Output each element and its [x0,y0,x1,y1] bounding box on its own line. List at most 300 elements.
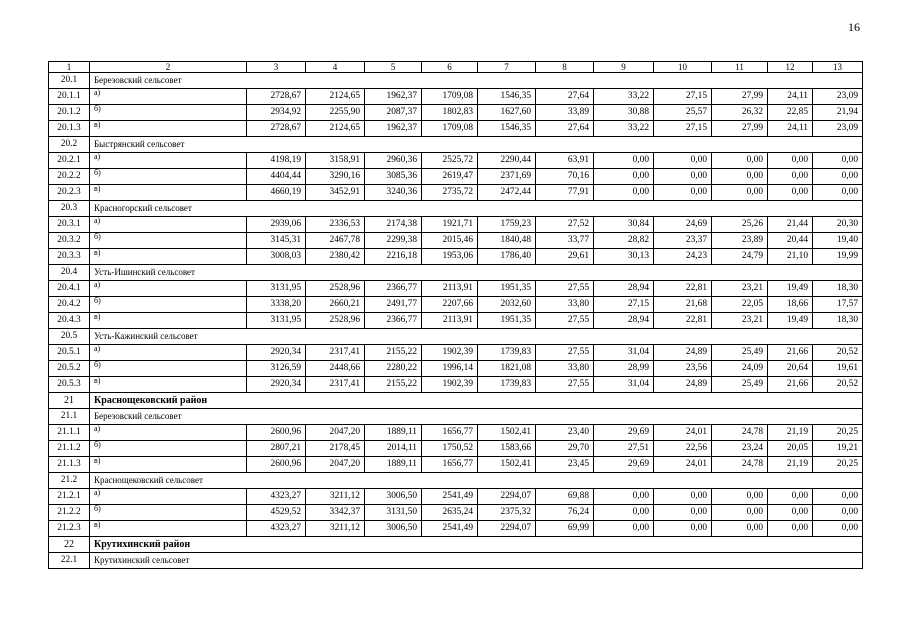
value-cell: 2934,92 [247,105,306,121]
value-cell: 3338,20 [247,297,306,313]
value-cell: 30,84 [594,217,654,233]
value-cell: 24,69 [654,217,712,233]
value-cell: 0,00 [654,521,712,537]
value-cell: 27,15 [654,121,712,137]
value-cell: 2960,36 [365,153,422,169]
row-number: 20.5.3 [49,377,90,393]
value-cell: 24,78 [712,457,768,473]
value-cell: 4323,27 [247,489,306,505]
value-cell: 18,66 [768,297,813,313]
value-cell: 2015,46 [422,233,478,249]
value-cell: 23,09 [813,89,863,105]
column-number-header: 2 [90,62,247,73]
section-row [49,73,863,89]
row-number: 20.2 [49,137,90,153]
value-cell: 2635,24 [422,505,478,521]
row-number: 20.3.1 [49,217,90,233]
table-row [49,249,863,265]
value-cell: 1821,08 [478,361,536,377]
value-cell: 18,30 [813,313,863,329]
value-cell: 2174,38 [365,217,422,233]
value-cell: 27,55 [536,313,594,329]
section-row [49,201,863,217]
value-cell: 27,15 [594,297,654,313]
value-cell: 24,01 [654,425,712,441]
value-cell: 27,99 [712,121,768,137]
table-row [49,89,863,105]
value-cell: 0,00 [768,153,813,169]
value-cell: 3290,16 [306,169,365,185]
value-cell: 20,25 [813,457,863,473]
value-cell: 1902,39 [422,377,478,393]
row-number: 21.1.3 [49,457,90,473]
value-cell: 31,04 [594,377,654,393]
value-cell: 0,00 [594,153,654,169]
column-number-header: 13 [813,62,863,73]
district-row [49,393,863,409]
value-cell: 2448,66 [306,361,365,377]
value-cell: 27,51 [594,441,654,457]
value-cell: 0,00 [712,505,768,521]
value-cell: 2371,69 [478,169,536,185]
value-cell: 19,21 [813,441,863,457]
value-cell: 2294,07 [478,521,536,537]
value-cell: 2807,21 [247,441,306,457]
value-cell: 3126,59 [247,361,306,377]
value-cell: 20,64 [768,361,813,377]
value-cell: 24,01 [654,457,712,473]
table-row [49,185,863,201]
row-number: 20.2.3 [49,185,90,201]
value-cell: 29,61 [536,249,594,265]
value-cell: 2728,67 [247,89,306,105]
column-number-header: 3 [247,62,306,73]
row-number: 20.5.1 [49,345,90,361]
value-cell: 0,00 [654,505,712,521]
variant-label: в) [90,185,247,201]
value-cell: 0,00 [712,489,768,505]
value-cell: 1786,40 [478,249,536,265]
value-cell: 3008,03 [247,249,306,265]
value-cell: 23,89 [712,233,768,249]
table-row [49,441,863,457]
section-name: Крутихинский сельсовет [90,553,863,569]
value-cell: 2047,20 [306,457,365,473]
value-cell: 2290,44 [478,153,536,169]
value-cell: 1802,83 [422,105,478,121]
value-cell: 23,09 [813,121,863,137]
variant-label: б) [90,505,247,521]
value-cell: 2317,41 [306,345,365,361]
value-cell: 24,89 [654,345,712,361]
value-cell: 2294,07 [478,489,536,505]
value-cell: 2467,78 [306,233,365,249]
value-cell: 27,55 [536,345,594,361]
value-cell: 63,91 [536,153,594,169]
value-cell: 21,19 [768,425,813,441]
value-cell: 0,00 [768,521,813,537]
value-cell: 1996,14 [422,361,478,377]
value-cell: 33,22 [594,121,654,137]
data-table [48,61,863,569]
value-cell: 1546,35 [478,89,536,105]
value-cell: 4660,19 [247,185,306,201]
value-cell: 1502,41 [478,457,536,473]
value-cell: 33,80 [536,361,594,377]
value-cell: 3131,95 [247,313,306,329]
section-name: Быстрянский сельсовет [90,137,863,153]
variant-label: а) [90,89,247,105]
value-cell: 1739,83 [478,345,536,361]
value-cell: 19,49 [768,313,813,329]
section-name: Усть-Ишинский сельсовет [90,265,863,281]
value-cell: 20,05 [768,441,813,457]
value-cell: 24,11 [768,89,813,105]
row-number: 21.1.1 [49,425,90,441]
value-cell: 22,81 [654,313,712,329]
value-cell: 1656,77 [422,425,478,441]
row-number: 21.2.2 [49,505,90,521]
table-row [49,217,863,233]
value-cell: 1962,37 [365,89,422,105]
value-cell: 2299,38 [365,233,422,249]
value-cell: 20,25 [813,425,863,441]
value-cell: 29,69 [594,425,654,441]
variant-label: а) [90,489,247,505]
value-cell: 24,89 [654,377,712,393]
row-number: 20.3.3 [49,249,90,265]
section-row [49,137,863,153]
value-cell: 28,94 [594,281,654,297]
value-cell: 2619,47 [422,169,478,185]
table-row [49,169,863,185]
value-cell: 21,94 [813,105,863,121]
value-cell: 2366,77 [365,313,422,329]
value-cell: 27,55 [536,377,594,393]
value-cell: 76,24 [536,505,594,521]
table-row [49,377,863,393]
value-cell: 20,52 [813,377,863,393]
value-cell: 2541,49 [422,489,478,505]
value-cell: 2939,06 [247,217,306,233]
value-cell: 3158,91 [306,153,365,169]
value-cell: 1962,37 [365,121,422,137]
section-name: Краснощековский сельсовет [90,473,863,489]
value-cell: 2087,37 [365,105,422,121]
row-number: 22.1 [49,553,90,569]
column-number-header: 10 [654,62,712,73]
row-number: 20.1.2 [49,105,90,121]
value-cell: 2336,53 [306,217,365,233]
value-cell: 70,16 [536,169,594,185]
table-row [49,521,863,537]
value-cell: 22,56 [654,441,712,457]
variant-label: б) [90,297,247,313]
value-cell: 1840,48 [478,233,536,249]
value-cell: 24,79 [712,249,768,265]
value-cell: 18,30 [813,281,863,297]
value-cell: 3342,37 [306,505,365,521]
district-name: Краснощековский район [90,393,863,409]
value-cell: 20,52 [813,345,863,361]
value-cell: 27,55 [536,281,594,297]
value-cell: 24,09 [712,361,768,377]
value-cell: 3131,95 [247,281,306,297]
value-cell: 0,00 [654,169,712,185]
table-row [49,153,863,169]
variant-label: в) [90,249,247,265]
value-cell: 77,91 [536,185,594,201]
row-number: 20.3 [49,201,90,217]
table-row [49,489,863,505]
value-cell: 23,21 [712,313,768,329]
value-cell: 2124,65 [306,89,365,105]
value-cell: 2660,21 [306,297,365,313]
value-cell: 28,82 [594,233,654,249]
value-cell: 24,78 [712,425,768,441]
value-cell: 33,22 [594,89,654,105]
district-name: Крутихинский район [90,537,863,553]
value-cell: 3240,36 [365,185,422,201]
value-cell: 2047,20 [306,425,365,441]
value-cell: 21,19 [768,457,813,473]
row-number: 20.1 [49,73,90,89]
row-number: 20.2.2 [49,169,90,185]
value-cell: 4198,19 [247,153,306,169]
section-row [49,553,863,569]
value-cell: 33,77 [536,233,594,249]
row-number: 20.4.1 [49,281,90,297]
value-cell: 0,00 [712,153,768,169]
table-row [49,457,863,473]
district-row [49,537,863,553]
value-cell: 20,30 [813,217,863,233]
variant-label: в) [90,457,247,473]
value-cell: 0,00 [594,521,654,537]
value-cell: 0,00 [813,489,863,505]
value-cell: 0,00 [813,153,863,169]
column-number-header: 9 [594,62,654,73]
value-cell: 21,44 [768,217,813,233]
value-cell: 2216,18 [365,249,422,265]
value-cell: 3145,31 [247,233,306,249]
value-cell: 1953,06 [422,249,478,265]
value-cell: 17,57 [813,297,863,313]
table-row [49,297,863,313]
row-number: 20.4.3 [49,313,90,329]
variant-label: в) [90,521,247,537]
value-cell: 21,68 [654,297,712,313]
value-cell: 2366,77 [365,281,422,297]
value-cell: 27,64 [536,89,594,105]
value-cell: 2735,72 [422,185,478,201]
value-cell: 1750,52 [422,441,478,457]
value-cell: 2600,96 [247,425,306,441]
value-cell: 33,89 [536,105,594,121]
value-cell: 2317,41 [306,377,365,393]
value-cell: 1627,60 [478,105,536,121]
value-cell: 19,40 [813,233,863,249]
value-cell: 19,99 [813,249,863,265]
value-cell: 0,00 [594,489,654,505]
value-cell: 0,00 [813,521,863,537]
value-cell: 29,70 [536,441,594,457]
section-name: Красногорский сельсовет [90,201,863,217]
value-cell: 19,61 [813,361,863,377]
value-cell: 27,64 [536,121,594,137]
value-cell: 2178,45 [306,441,365,457]
value-cell: 28,99 [594,361,654,377]
page-number: 16 [848,20,860,34]
row-number: 20.4 [49,265,90,281]
value-cell: 2375,32 [478,505,536,521]
value-cell: 2032,60 [478,297,536,313]
value-cell: 21,66 [768,377,813,393]
section-row [49,409,863,425]
value-cell: 23,56 [654,361,712,377]
row-number: 21.1.2 [49,441,90,457]
value-cell: 2255,90 [306,105,365,121]
variant-label: а) [90,425,247,441]
value-cell: 22,05 [712,297,768,313]
value-cell: 19,49 [768,281,813,297]
value-cell: 3211,12 [306,521,365,537]
variant-label: б) [90,233,247,249]
value-cell: 2155,22 [365,377,422,393]
value-cell: 27,52 [536,217,594,233]
variant-label: в) [90,121,247,137]
row-number: 21.2 [49,473,90,489]
value-cell: 33,80 [536,297,594,313]
value-cell: 0,00 [594,505,654,521]
row-number: 20.1.3 [49,121,90,137]
value-cell: 25,57 [654,105,712,121]
value-cell: 2124,65 [306,121,365,137]
value-cell: 23,37 [654,233,712,249]
table-row [49,233,863,249]
column-number-header: 11 [712,62,768,73]
value-cell: 3085,36 [365,169,422,185]
row-number: 21.2.1 [49,489,90,505]
value-cell: 2920,34 [247,345,306,361]
variant-label: в) [90,377,247,393]
value-cell: 27,99 [712,89,768,105]
table-row [49,361,863,377]
value-cell: 1889,11 [365,457,422,473]
value-cell: 3006,50 [365,521,422,537]
value-cell: 3006,50 [365,489,422,505]
table-row [49,345,863,361]
value-cell: 1709,08 [422,89,478,105]
variant-label: а) [90,345,247,361]
value-cell: 1583,66 [478,441,536,457]
value-cell: 0,00 [768,169,813,185]
value-cell: 23,24 [712,441,768,457]
table-row [49,505,863,521]
value-cell: 0,00 [654,489,712,505]
value-cell: 2728,67 [247,121,306,137]
section-row [49,265,863,281]
value-cell: 1921,71 [422,217,478,233]
section-name: Усть-Кажинский сельсовет [90,329,863,345]
table-row [49,425,863,441]
value-cell: 0,00 [712,169,768,185]
value-cell: 2920,34 [247,377,306,393]
value-cell: 26,32 [712,105,768,121]
value-cell: 1951,35 [478,313,536,329]
value-cell: 1902,39 [422,345,478,361]
row-number: 21.2.3 [49,521,90,537]
value-cell: 3211,12 [306,489,365,505]
value-cell: 23,40 [536,425,594,441]
value-cell: 29,69 [594,457,654,473]
value-cell: 2600,96 [247,457,306,473]
value-cell: 2541,49 [422,521,478,537]
value-cell: 0,00 [654,185,712,201]
value-cell: 1759,23 [478,217,536,233]
row-number: 20.4.2 [49,297,90,313]
section-name: Березовский сельсовет [90,73,863,89]
value-cell: 0,00 [594,185,654,201]
value-cell: 2014,11 [365,441,422,457]
value-cell: 4323,27 [247,521,306,537]
row-number: 20.3.2 [49,233,90,249]
column-number-header: 5 [365,62,422,73]
row-number: 22 [49,537,90,553]
table-row [49,105,863,121]
value-cell: 0,00 [594,169,654,185]
value-cell: 31,04 [594,345,654,361]
value-cell: 2472,44 [478,185,536,201]
value-cell: 0,00 [813,185,863,201]
row-number: 20.1.1 [49,89,90,105]
value-cell: 0,00 [813,169,863,185]
row-number: 20.5.2 [49,361,90,377]
value-cell: 0,00 [654,153,712,169]
value-cell: 1709,08 [422,121,478,137]
value-cell: 1502,41 [478,425,536,441]
row-number: 21.1 [49,409,90,425]
column-number-header: 6 [422,62,478,73]
column-number-header: 1 [49,62,90,73]
value-cell: 2113,91 [422,313,478,329]
variant-label: а) [90,281,247,297]
row-number: 20.2.1 [49,153,90,169]
value-cell: 2491,77 [365,297,422,313]
value-cell: 4529,52 [247,505,306,521]
value-cell: 30,13 [594,249,654,265]
variant-label: в) [90,313,247,329]
value-cell: 3131,50 [365,505,422,521]
value-cell: 4404,44 [247,169,306,185]
value-cell: 1656,77 [422,457,478,473]
table-row [49,313,863,329]
value-cell: 0,00 [768,489,813,505]
value-cell: 30,88 [594,105,654,121]
value-cell: 2280,22 [365,361,422,377]
value-cell: 2113,91 [422,281,478,297]
value-cell: 22,81 [654,281,712,297]
value-cell: 3452,91 [306,185,365,201]
section-name: Березовский сельсовет [90,409,863,425]
value-cell: 28,94 [594,313,654,329]
value-cell: 21,66 [768,345,813,361]
value-cell: 69,99 [536,521,594,537]
variant-label: б) [90,105,247,121]
value-cell: 25,26 [712,217,768,233]
value-cell: 0,00 [813,505,863,521]
value-cell: 1739,83 [478,377,536,393]
